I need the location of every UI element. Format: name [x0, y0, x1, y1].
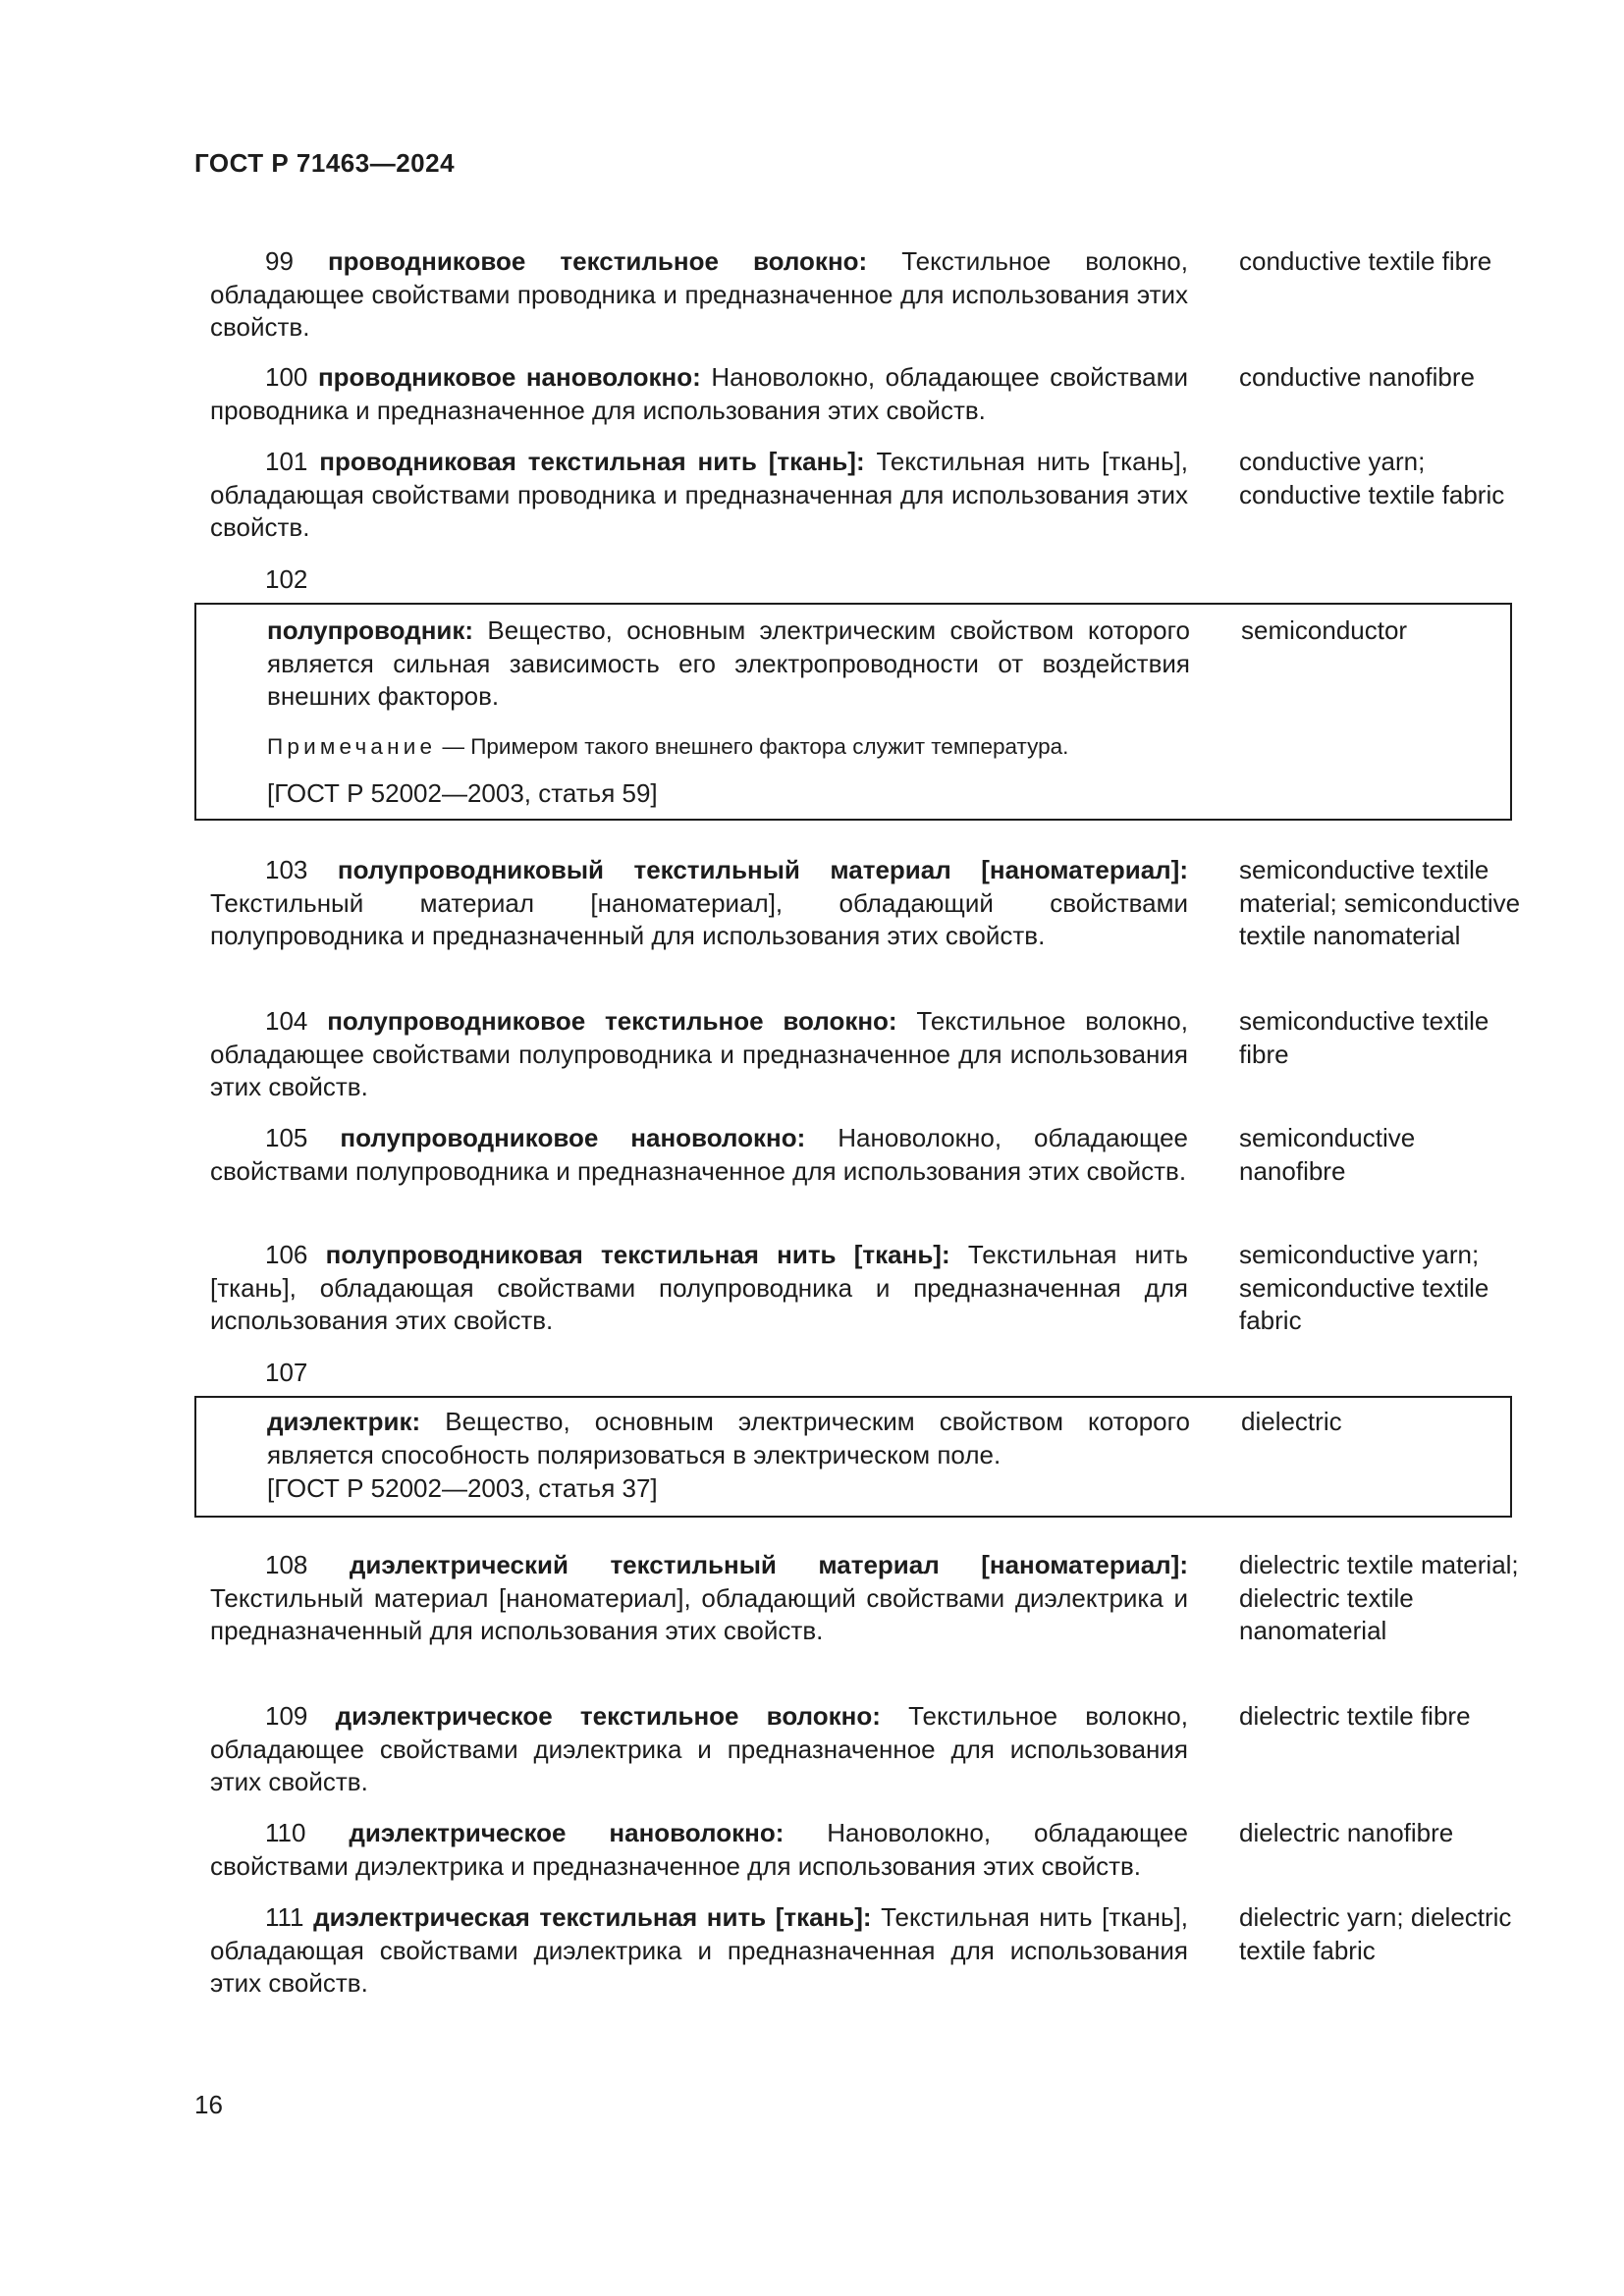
definition-text: Вещество, основным электрическим свойством которого является способность поляризоваться в электрическом поле. [267, 1407, 1190, 1469]
english-equivalent: dielectric nanofibre [1239, 1818, 1454, 1847]
term-definition [210, 245, 1188, 345]
english-equivalent: semiconductor [1241, 615, 1408, 645]
english-equivalent: conductive yarn; conductive textile fabric [1239, 447, 1505, 509]
term-number: 104 [265, 1006, 308, 1036]
standard-header: ГОСТ Р 71463—2024 [194, 148, 456, 178]
term-number: 100 [265, 362, 308, 392]
term-name: диэлектрик: [267, 1407, 421, 1436]
term-number: 101 [265, 447, 308, 476]
term-number: 106 [265, 1240, 308, 1269]
definition-text: Текстильный материал [наноматериал], обладающий свойствами полупроводника и предназначенный для использования этих свойств. [210, 887, 1188, 950]
term-name: диэлектрическое нановолокно: [349, 1818, 785, 1847]
term-number: 110 [265, 1818, 306, 1847]
term-name: полупроводниковое текстильное волокно: [327, 1006, 897, 1036]
english-equivalent: semiconductive textile fibre [1239, 1006, 1489, 1069]
term-name: проводниковое текстильное волокно: [327, 246, 868, 276]
term-definition [267, 1406, 1190, 1471]
definition-text: Текстильная нить [ткань], обладающая свойствами диэлектрика и предназначенная для использования этих свойств. [210, 1902, 1188, 1998]
term-number: 103 [265, 855, 308, 884]
term-number: 102 [265, 564, 308, 594]
definition-text: Текстильный материал [наноматериал], обладающий свойствами диэлектрика и предназначенный для использования этих свойств. [210, 1582, 1188, 1645]
definition-text: Текстильное волокно, обладающее свойствами полупроводника и предназначенное для использования этих свойств. [210, 1006, 1188, 1101]
term-number: 109 [265, 1701, 308, 1731]
english-equivalent: semiconductive nanofibre [1239, 1123, 1416, 1186]
term-number: 107 [265, 1358, 308, 1387]
english-equivalent: dielectric [1241, 1407, 1342, 1436]
term-definition [210, 1700, 1188, 1799]
english-equivalent: dielectric textile fibre [1239, 1701, 1471, 1731]
definition-text: Нановолокно, обладающее свойствами проводника и предназначенное для использования этих свойств. [210, 362, 1188, 425]
term-definition [210, 1549, 1188, 1648]
term-definition [210, 1122, 1188, 1188]
definition-text: Вещество, основным электрическим свойством которого является сильная зависимость его электропроводности от воздействия внешних факторов. [267, 615, 1190, 711]
english-equivalent: conductive textile fibre [1239, 246, 1492, 276]
english-equivalent: dielectric textile material; dielectric textile nanomaterial [1239, 1550, 1519, 1645]
term-definition [267, 614, 1190, 714]
term-name: проводниковая текстильная нить [ткань]: [319, 447, 865, 476]
standard-term-box [194, 1396, 1512, 1518]
english-equivalent: conductive nanofibre [1239, 362, 1475, 392]
definition-text: Нановолокно, обладающее свойствами полупроводника и предназначенное для использования этих свойств. [210, 1123, 1188, 1186]
page-number: 16 [194, 2090, 223, 2119]
term-definition [210, 446, 1188, 545]
note-text: — Примером такого внешнего фактора служит температура. [436, 734, 1069, 759]
term-definition [210, 1239, 1188, 1338]
term-name: полупроводниковый текстильный материал [наноматериал]: [337, 855, 1189, 884]
definition-text: Нановолокно, обладающее свойствами диэлектрика и предназначенное для использования этих свойств. [210, 1818, 1188, 1881]
source-reference: [ГОСТ Р 52002—2003, статья 37] [267, 1473, 658, 1503]
source-reference: [ГОСТ Р 52002—2003, статья 59] [267, 778, 658, 808]
term-name: диэлектрическая текстильная нить [ткань]: [313, 1902, 872, 1932]
english-equivalent: semiconductive yarn; semiconductive textile fabric [1239, 1240, 1489, 1335]
term-name: диэлектрическое текстильное волокно: [335, 1701, 881, 1731]
term-definition [210, 1901, 1188, 2001]
term-number: 111 [265, 1902, 304, 1932]
english-equivalent: dielectric yarn; dielectric textile fabric [1239, 1902, 1512, 1965]
definition-text: Текстильное волокно, обладающее свойствами диэлектрика и предназначенное для использования этих свойств. [210, 1701, 1188, 1796]
definition-text: Текстильная нить [ткань], обладающая свойствами проводника и предназначенная для использования этих свойств. [210, 447, 1188, 542]
term-definition [210, 854, 1188, 953]
term-number: 99 [265, 246, 294, 276]
english-equivalent: semiconductive textile material; semiconductive textile nanomaterial [1239, 855, 1521, 950]
definition-text: Текстильная нить [ткань], обладающая свойствами полупроводника и предназначенная для использования этих свойств. [210, 1240, 1188, 1335]
note [267, 730, 1190, 764]
note-label: Примечание [267, 734, 437, 759]
definition-text: Текстильное волокно, обладающее свойствами проводника и предназначенное для использования этих свойств. [210, 246, 1188, 342]
term-number: 108 [265, 1550, 308, 1579]
term-definition [210, 1005, 1188, 1104]
term-name: диэлектрический текстильный материал [наноматериал]: [349, 1550, 1188, 1579]
term-name: полупроводниковая текстильная нить [ткань]: [325, 1240, 950, 1269]
term-definition [210, 1817, 1188, 1883]
term-name: проводниковое нановолокно: [317, 362, 701, 392]
term-number: 105 [265, 1123, 308, 1152]
standard-term-box [194, 603, 1512, 821]
term-name: полупроводниковое нановолокно: [340, 1123, 806, 1152]
term-definition [210, 361, 1188, 427]
term-name: полупроводник: [267, 615, 474, 645]
